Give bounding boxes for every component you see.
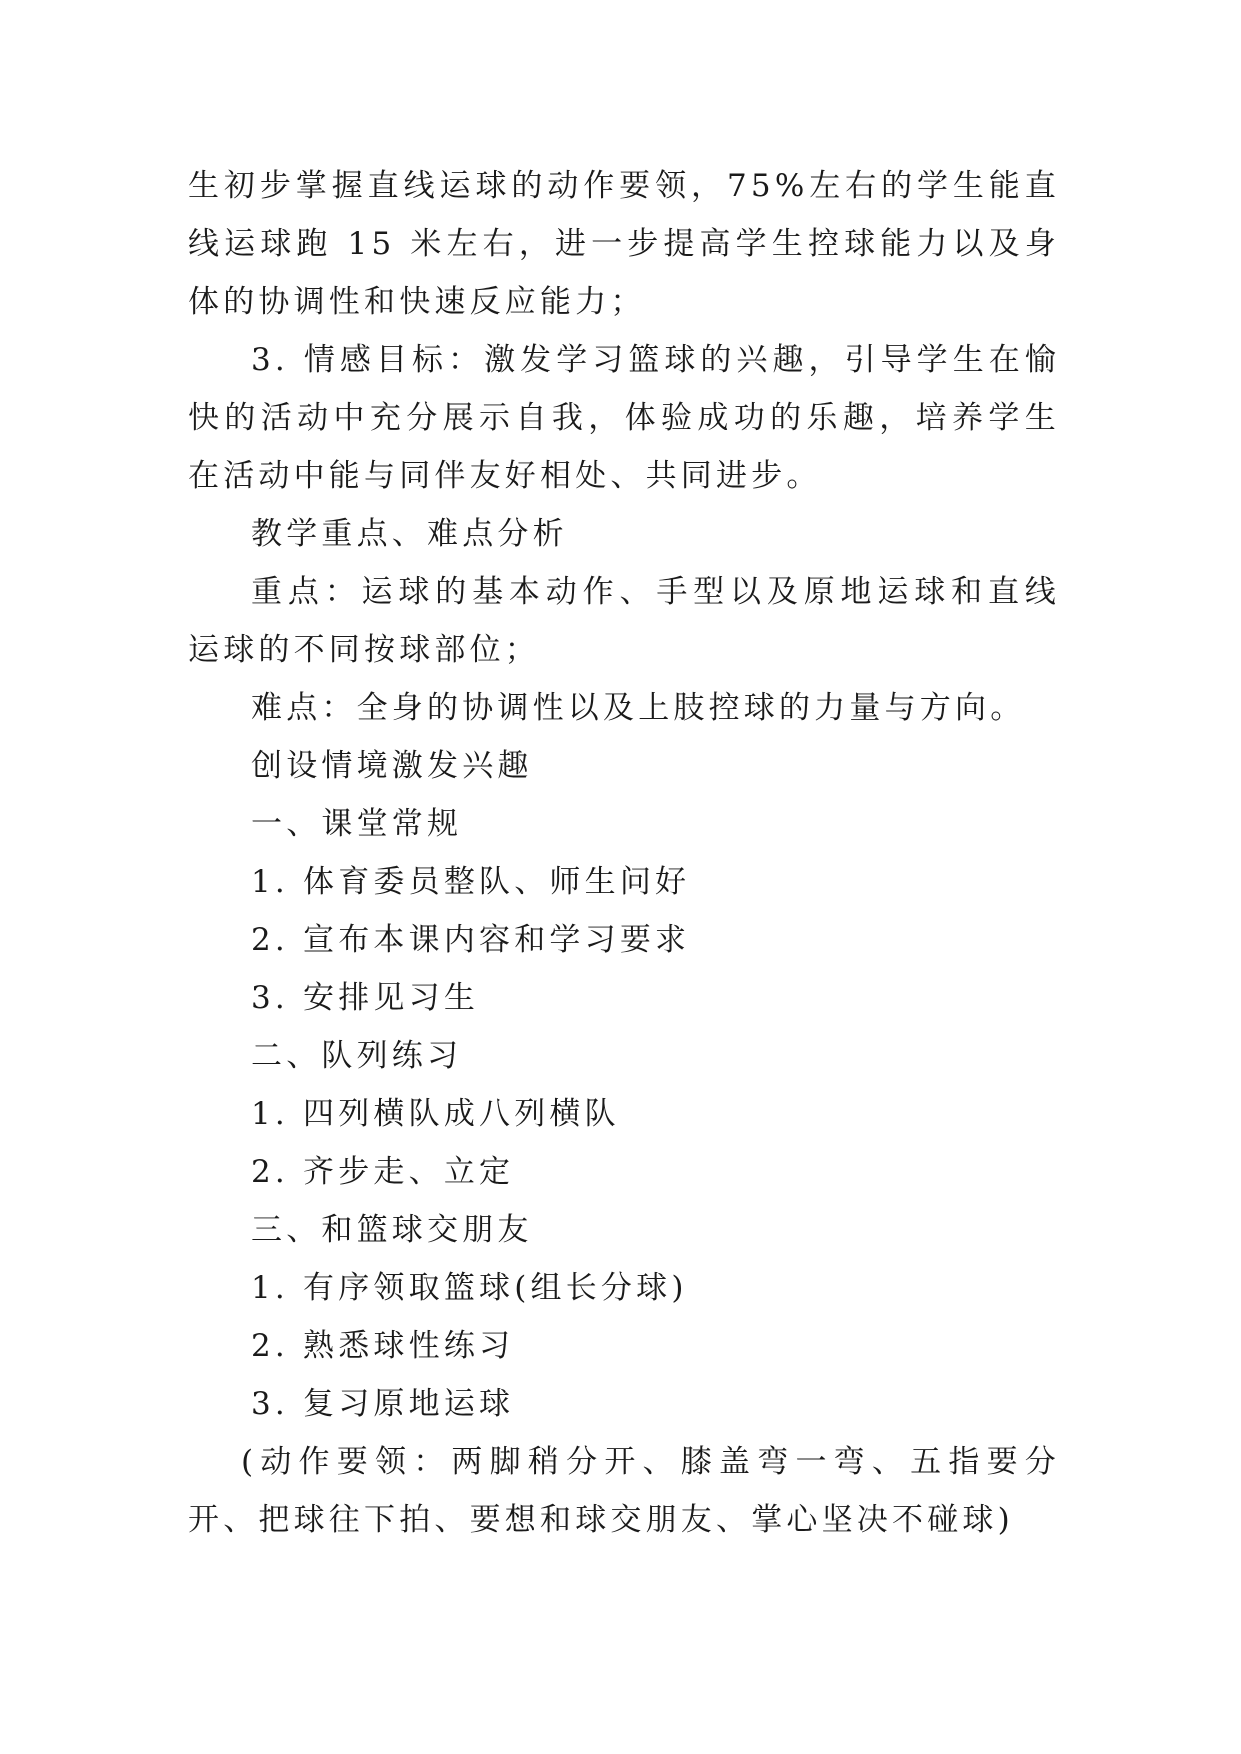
list-item: 2. 齐步走、立定 [251, 1154, 515, 1190]
list-item: 2. 熟悉球性练习 [251, 1328, 515, 1364]
paragraph-difficult-point: 难点：全身的协调性以及上肢控球的力量与方向。 [251, 690, 1026, 726]
heading-create-situation: 创设情境激发兴趣 [251, 748, 533, 784]
heading-section-1: 一、课堂常规 [251, 806, 463, 842]
paragraph-key-point: 重点：运球的基本动作、手型以及原地运球和直线运球的不同按球部位； [188, 574, 1060, 668]
list-item: 1. 有序领取篮球(组长分球) [251, 1270, 688, 1306]
paragraph-emotion-goal: 3. 情感目标：激发学习篮球的兴趣，引导学生在愉快的活动中充分展示自我，体验成功的乐趣，培养学生在活动中能与同伴友好相处、共同进步。 [188, 342, 1060, 494]
list-item: 3. 复习原地运球 [251, 1386, 515, 1422]
heading-section-2: 二、队列练习 [251, 1038, 463, 1074]
list-item: 1. 体育委员整队、师生问好 [251, 864, 691, 900]
list-item: 1. 四列横队成八列横队 [251, 1096, 620, 1132]
heading-key-difficult-points: 教学重点、难点分析 [251, 516, 568, 552]
document-body [188, 157, 1060, 1549]
list-item: 3. 安排见习生 [251, 980, 480, 1016]
paragraph-skill-goal-continued: 生初步掌握直线运球的动作要领，75%左右的学生能直线运球跑 15 米左右，进一步提高学生控球能力以及身体的协调性和快速反应能力； [188, 168, 1060, 320]
list-item: 2. 宣布本课内容和学习要求 [251, 922, 691, 958]
paragraph-action-essentials: (动作要领：两脚稍分开、膝盖弯一弯、五指要分开、把球往下拍、要想和球交朋友、掌心坚决不碰球) [188, 1444, 1060, 1538]
heading-section-3: 三、和篮球交朋友 [251, 1212, 533, 1248]
